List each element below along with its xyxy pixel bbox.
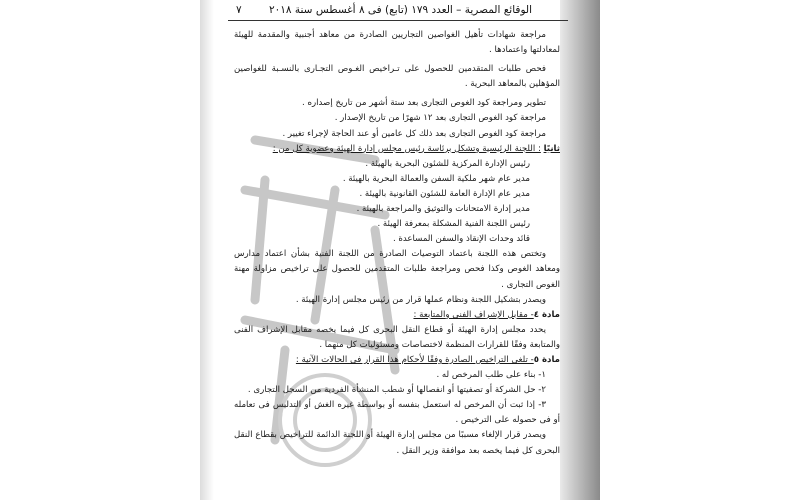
article-title: - مقابل الإشراف الفنى والمتابعة : [413, 309, 534, 320]
list-item: ٣- إذا ثبت أن المرخص له استعمل بنفسه أو بواسطة غيره الغش أو التدليس فى تعامله أو فى حصوله على الترخيص . [234, 400, 560, 426]
list-item: رئيس الإدارة المركزية للشئون البحرية بالهيئة . [365, 158, 530, 169]
paragraph: وتختص هذه اللجنة باعتماد التوصيات الصادرة من اللجنة الفنية بشأن اعتماد مدارس ومعاهد الغوص وكذا فحص ومراجعة طلبات المتقدمين للحصول على تراخيص مزاولة مهنة الغوص التجارى . [234, 249, 560, 290]
page-header [232, 4, 572, 18]
paragraph: مراجعة شهادات تأهيل الغواصين التجاريين الصادرة من معاهد أجنبية والمقدمة للهيئة لمعادلتها واعتمادها . [234, 30, 560, 56]
list-item: مدير عام الإدارة العامة للشئون القانونية بالهيئة . [359, 188, 530, 199]
section-label: ثانيًا [543, 143, 560, 154]
paragraph: تطوير ومراجعة كود الغوص التجارى بعد ستة أشهر من تاريخ إصداره . [302, 98, 546, 109]
article-heading [234, 308, 560, 323]
page-right-edge-shadow [560, 0, 600, 500]
paragraph: يحدد مجلس إدارة الهيئة أو قطاع النقل البحرى كل فيما يخصه مقابل الإشراف الفنى والمتابعة وفقًا للقرارات المنظمة لاختصاصات ومسئوليات كل منهما . [234, 324, 560, 350]
paragraph: ويصدر قرار الإلغاء مسببًا من مجلس إدارة الهيئة أو اللجنة الدائمة للتراخيص بقطاع النقل البحرى كل فيما يخصه بعد موافقة وزير النقل . [234, 430, 560, 456]
page-number: ٧ [236, 4, 242, 16]
list-item: ١- بناء على طلب المرخص له . [436, 370, 546, 381]
page-left-edge-shadow [200, 0, 214, 500]
paragraph: ويصدر بتشكيل اللجنة ونظام عملها قرار من رئيس مجلس إدارة الهيئة . [295, 294, 546, 305]
list-item: مدير عام شهر ملكية السفن والعمالة البحرية بالهيئة . [342, 173, 530, 184]
article-label: مادة ٤ [533, 309, 560, 320]
document-body [234, 28, 560, 459]
header-rule [228, 20, 568, 21]
section-heading [234, 142, 560, 157]
paragraph: فحص طلبات المتقدمين للحصول على تـراخيص الغـوص التجـارى بالنسـبة للغواصين المؤهلين بالمعاهد البحرية . [234, 64, 560, 90]
paragraph: مراجعة كود الغوص التجارى بعد ١٢ شهرًا من تاريخ الإصدار . [334, 113, 546, 124]
list-item: قائد وحدات الإنقاذ والسفن المساعدة . [392, 234, 530, 245]
gazette-issue-title: الوقائع المصرية – العدد ١٧٩ (تابع) فى ٨ أغسطس سنة ٢٠١٨ [268, 4, 532, 16]
article-title: - تلغى التراخيص الصادرة وفقًا لأحكام هذا القرار فى الحالات الآتية : [295, 354, 534, 365]
article-heading [234, 353, 560, 368]
paragraph: مراجعة كود الغوص التجارى بعد ذلك كل عامين أو عند الحاجة لإجراء تغيير . [282, 128, 546, 139]
list-item: رئيس اللجنة الفنية المشكلة بمعرفة الهيئة . [377, 219, 530, 230]
article-label: مادة ٥ [533, 354, 560, 365]
list-item: مدير إدارة الامتحانات والتوثيق والمراجعة بالهيئة . [356, 204, 530, 215]
section-text: : اللجنة الرئيسية وتشكل برئاسة رئيس مجلس إدارة الهيئة وعضوية كل من : [272, 143, 541, 154]
list-item: ٢- حل الشركة أو تصفيتها أو انفصالها أو شطب المنشأة الفردية من السجل التجارى . [247, 385, 546, 396]
